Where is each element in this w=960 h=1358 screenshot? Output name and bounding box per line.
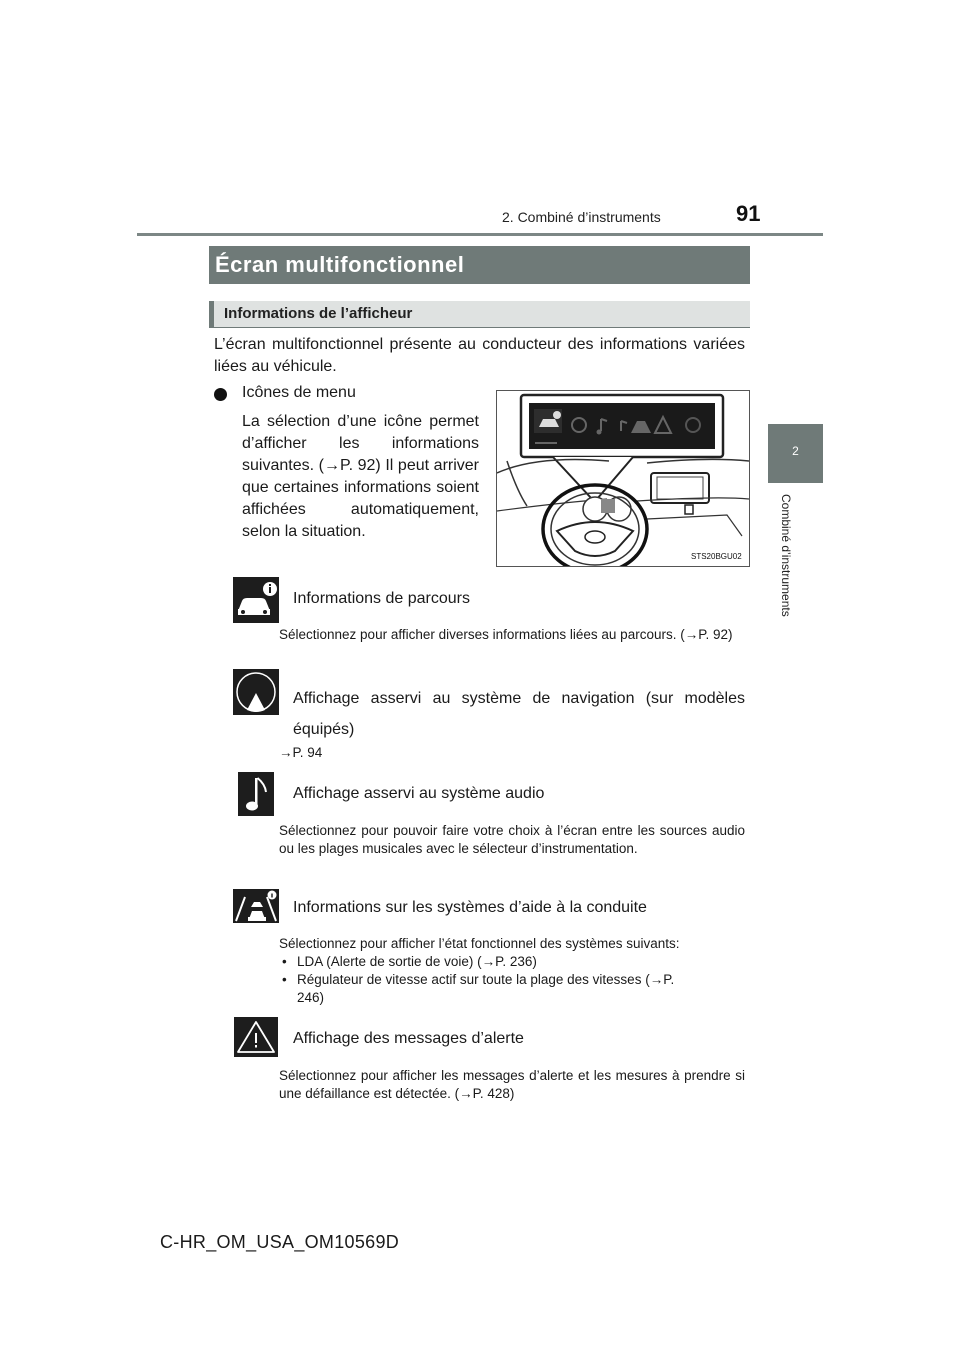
warning-triangle-icon [234, 1017, 278, 1057]
list-bullet: • [282, 972, 287, 987]
intro-paragraph: L’écran multifonctionnel présente au conducteur des informations variées liées au véhicule. [214, 336, 745, 375]
car-info-icon [233, 577, 279, 623]
item-desc-assist: Sélectionnez pour afficher l’état fonctionnel des systèmes suivants: [279, 936, 680, 951]
item-desc-audio: Sélectionnez pour pouvoir faire votre choix à l’écran entre les sources audio ou les plages musicales avec le sélecteur d’instrumentation. [279, 823, 745, 856]
header-rule [137, 233, 823, 236]
chapter-label: Combiné d’instruments [779, 494, 793, 617]
document-code: C-HR_OM_USA_OM10569D [160, 1232, 400, 1252]
item-title-navigation: Affichage asservi au système de navigation (sur modèles équipés) [293, 690, 745, 738]
item-title-alerte: Affichage des messages d’alerte [293, 1030, 524, 1047]
item-title-parcours: Informations de parcours [293, 590, 470, 607]
navigation-icon [233, 669, 279, 715]
bullet-body: La sélection d’une icône permet d’afficher les informations suivantes. (→P. 92) Il peut arriver que certaines informations soient affichées automatiquement, selon la situation. [242, 413, 479, 540]
item-desc-alerte: Sélectionnez pour afficher les messages d’alerte et les mesures à prendre si une défaillance est détectée. (→P. 428) [279, 1068, 745, 1101]
page-number: 91 [736, 201, 761, 226]
dashboard-illustration [496, 390, 750, 567]
bullet-title: Icônes de menu [242, 384, 356, 401]
bullet-dot [214, 388, 227, 401]
driving-assist-icon [233, 889, 279, 923]
dashboard-drawing [497, 391, 749, 566]
section-header: 2. Combiné d’instruments [502, 209, 661, 225]
music-note-icon [238, 772, 274, 816]
item-desc-parcours: Sélectionnez pour afficher diverses informations liées au parcours. (→P. 92) [279, 627, 733, 642]
list-bullet: • [282, 954, 287, 969]
item-desc-navigation: →P. 94 [279, 745, 323, 760]
subsection-title: Informations de l’afficheur [209, 301, 750, 328]
item-title-audio: Affichage asservi au système audio [293, 785, 545, 802]
chapter-number: 2 [792, 444, 799, 458]
item-title-assist: Informations sur les systèmes d’aide à la conduite [293, 899, 647, 916]
illustration-code: STS20BGU02 [691, 552, 742, 561]
list-item-lda: LDA (Alerte de sortie de voie) (→P. 236) [297, 954, 537, 969]
list-item-cruise: Régulateur de vitesse actif sur toute la plage des vitesses (→P. 246) [297, 972, 675, 1005]
page-title: Écran multifonctionnel [209, 246, 750, 284]
